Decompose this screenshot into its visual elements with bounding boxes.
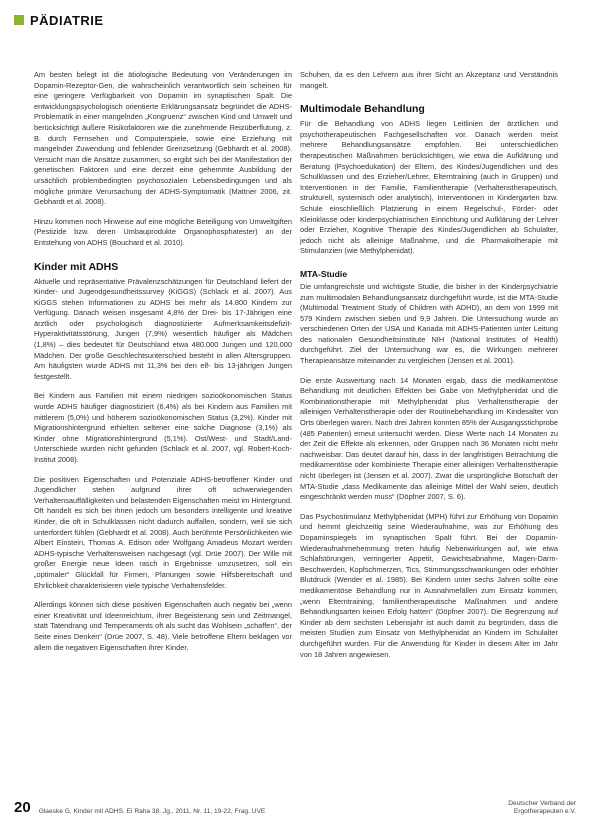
left-column	[34, 70, 292, 662]
heading-kinder-mit-adhs: Kinder mit ADHS	[34, 260, 119, 273]
publisher-line: Deutscher Verband der	[508, 800, 576, 807]
citation-line: Glaeske G. Kinder mit ADHS. Ei Raha 38. Jg., 2011, Nr. 11, 19-22, Frag. UVE	[38, 808, 266, 815]
publisher-block	[508, 800, 576, 816]
paragraph: Aktuelle und repräsentative Prävalenzschätzungen für Deutschland liefert der Kinder- und Jugendgesundheitssurvey (KiGGS) (Schlack et al. 2007). Aus KiGGS stehen Informationen zu ADHS bei mehr als 14.800 Kindern zur Verfügung. Danach weisen insgesamt 4,8% der Drei- bis 17-Jährigen eine ärztlich oder psychologisch diagnostizierte Aufmerksamkeitsdefizit-Hyperaktivitätsstörung, Jungen (7,9%) wesentlich häufiger als Mädchen (1,8%) – dies bedeutet für Deutschland etwa 480.000 Jungen und 120.000 Mädchen. Der große Geschlechtsunterschied besteht in allen Altersgruppen. Am häufigsten wurde ADHS mit 11,3% bei den elf- bis 13-jährigen Jungen festgestellt.	[34, 276, 292, 381]
section-header	[14, 10, 104, 30]
paragraph: Das Psychostimulanz Methylphenidat (MPH) führt zur Erhöhung von Dopamin und hemmt gleichzeitig seine Wiederaufnahme, was zur Erhöhung des Dopaminspiegels im synaptischen Spalt führt. Bei der Dopamin-Wiederaufnahmehemmung treten häufig Nebenwirkungen auf, wie etwa Schlafstörungen, verringerter Appetit, Gewichtsabnahme, Magen-Darm-Beschwerden, Kopfschmerzen, Tics, Stimmungsschwankungen oder erhöhter Blutdruck (Wender et al. 1985). Bei Kindern unter sechs Jahren sollte eine medikamentöse Behandlung nur in Ausnahmefällen zum Einsatz kommen, „wenn Elterntraining, familientherapeutische Maßnahmen und andere Behandlungsarten keinen Erfolg hatten“ (Döpfner 2007). Die Begrenzung auf Kinder ab dem sechsten Lebensjahr ist auch damit zu begründen, dass die meisten Studien zum Einsatz von Methylphenidat an Kindern im Schulalter durchgeführt wurden. Für die Anwendung für Kinder in diesem Alter im Jahr von 18 Jahren angewiesen.	[300, 511, 558, 659]
right-column	[300, 70, 558, 669]
paragraph: Hinzu kommen noch Hinweise auf eine mögliche Beteiligung von Umweltgiften (Pestizide bzw. deren Umbauprodukte Organophosphatester) an der Entstehung von ADHS (Bouchard et al. 2010).	[34, 216, 292, 247]
paragraph: Für die Behandlung von ADHS liegen Leitlinien der ärztlichen und psychotherapeutischen Fachgesellschaften vor. Danach werden meist mehrere Behandlungsansätze empfohlen. Bei unterschiedlichen therapeutischen Maßnahmen berücksichtigen, wie etwa die Aufklärung und Beratung (Psychoedukation) der Eltern, des Kindes/Jugendlichen und des Schulklassen und des Erzieher/Lehrer, Elterntraining (auch in Gruppen) und Interventionen in der Familie, Familientherapie (Verhaltenstherapeutisch, strukturell, systemisch oder analytisch), Interventionen in Kindergarten bzw. Schule einschließlich Platzierung in einem Regelschul-, Förder- oder Kleinklasse oder kinderpsychiatrischen Einrichtung und Aufklärung der Lehrer oder Erzieher, Kognitive Therapie des Kindes/Jugendlichen ab Schulalter, jedoch nicht als alleinige Maßnahme, und die Pharmakotherapie mit Stimulanzien (wie Methylphenidat).	[300, 119, 558, 256]
paragraph: Allerdings können sich diese positiven Eigenschaften auch negativ bei „wenn einer Kreativität und Ideenreichtum, ihrer Begeisterung sein und Zeitmangel, statt Tatendrang und Temperaments oft als sucht das Wohlsein „schaffen“, der Seite eines Denken“ (Drüe 2007, S. 48). Viele betroffene Eltern beklagen vor allem die negativen Eigenschaften ihrer Kinder.	[34, 600, 292, 652]
section-title: PÄDIATRIE	[30, 12, 104, 28]
section-marker-square	[14, 15, 24, 25]
heading-mta-studie: MTA-Studie	[300, 268, 348, 279]
paragraph: Am besten belegt ist die ätiologische Bedeutung von Veränderungen im Dopamin-Rezeptor-Gen, die wahrscheinlich verantwortlich sein scheinen für eine geringere Verfügbarkeit von Dopamin im synaptischen Spalt. Die entwicklungspsychologisch orientierte Erklärungsansatz begründet die ADHS-Problematik in einer mangelnden „Kongruenz“ zwischen Kind und Umwelt und berücksichtigt äußere Risikofaktoren wie die zunehmende Reizüberflutung, z. B. durch Fernsehen und Computerspiele, sowie eine Erziehung mit mangelnder Zuwendung und fehlender Grenzsetzung (Gebhardt et al. 2008). Versucht man die Ansätze zusammen, so ergibt sich bei der Manifestation der genetischen Faktoren und eine derzeit eine gehemmte Ausbildung der ursächlich problembedingten psychosozialen Lebensbedingungen und als mögliche primäre Verursachung der ADHS-Symptomatik (Mattner 2006, zit. Gebhardt et al. 2008).	[34, 70, 292, 207]
heading-multimodale-behandlung: Multimodale Behandlung	[300, 103, 425, 116]
paragraph: Die umfangreichste und wichtigste Studie, die bisher in der Kinderpsychiatrie zum multimodalen Behandlungsansatz durchgeführt wurde, ist die MTA-Studie (Multimodal Treatment Study of Children with ADHD), an dem von 1999 mit 579 Kindern zwischen sieben und 9,9 Jahren. Die Untersuchung wurde an verschiedenen Orten der USA und Kanada mit ADHS-Patienten unter Leitung des nationalen Gesundheitsinstitute NIH (National Institutes of Health) durchgeführt. Ziel der Untersuchung war es, die Wirkungen mehrerer Therapieansätze miteinander zu vergleichen (Jensen et al. 2001).	[300, 281, 558, 366]
paragraph: Die positiven Eigenschaften und Potenziale ADHS-betroffener Kinder und Jugendlicher stehen aufgrund ihrer oft schwerwiegenden Verhaltensauffälligkeiten und belastenden Eigenschaften meist im Hintergrund. Oft handelt es sich bei ihnen jedoch um besonders intelligente und kreative Kinder, die oft in Schulklassen nicht dadurch auffallen, sondern, weil sie sich unterfordert fühlen (Gebhardt et al. 2008). Auch berühmte Persönlichkeiten wie Albert Einstein, Thomas A. Edison oder Wolfgang Amadeus Mozart werden ADHS-typische Verhaltensweisen nachgesagt (vgl. Drüe 2007). Der Wille mit großer Energie neue Ideen rasch in Ergebnisse umzusetzen, soll ein „optimaler“ Glückfall für Firmen, Planungen sowie Hilfsbereitschaft und Ehrlichkeit charakterisieren viele typische Verhaltensfelder.	[34, 474, 293, 590]
paragraph: Schuhen, da es den Lehrern aus ihrer Sicht an Akzeptanz und Verständnis mangelt.	[300, 70, 558, 90]
page-footer	[14, 796, 576, 816]
publisher-line: Ergotherapeuten e.V.	[513, 808, 576, 815]
paragraph: Bei Kindern aus Familien mit einem niedrigen sozioökonomischen Status wurde ADHS häufiger diagnostiziert (6,4%) als bei Kindern aus Familien mit mittlerem (5,0%) und höherem sozioökonomischen Status (3,2%). Kinder mit Migrationshintergrund erhielten seltener eine solche Diagnose (3,1%) als Kinder ohne Migrationshintergrund (5,1%). Ost/West- und Stadt/Land-Unterschiede wurden nicht gefunden (Schlack et al. 2007, vgl. Robert-Koch-Institut 2008).	[34, 391, 292, 464]
paragraph: Die erste Auswertung nach 14 Monaten ergab, dass die medikamentöse Behandlung mit deutlichen Effekten bei Gabe von Methylphenidat und die Kombinationstherapie mit Methylphenidat plus Verhaltenstherapie der alleinigen Verhaltenstherapie oder der Routinebehandlung im Kindesalter von Orts überlegen waren. Nach drei Jahren konnten 85% der Ausgangsstichprobe (485 Patienten) erneut untersucht werden. Diese Werte nach 14 Monaten zu der Zeit die Effekte als erkennen, oder Gruppen nach 36 Monaten nicht mehr nachweisbar. Das deutet darauf hin, dass in der langfristigen Betrachtung die medikamentöse oder kombinierte Therapie einer alleinigen Verhaltenstherapie nicht überlegen ist (Jensen et al. 2007). Zwar die ursprüngliche Botschaft der MTA-Studie „dass Medikamente das alleinige Mittel der Wahl seien, deutlich eingeschränkt werden muss“ (Döpfner 2007, S. 6).	[300, 375, 559, 502]
page-number: 20	[14, 799, 31, 816]
